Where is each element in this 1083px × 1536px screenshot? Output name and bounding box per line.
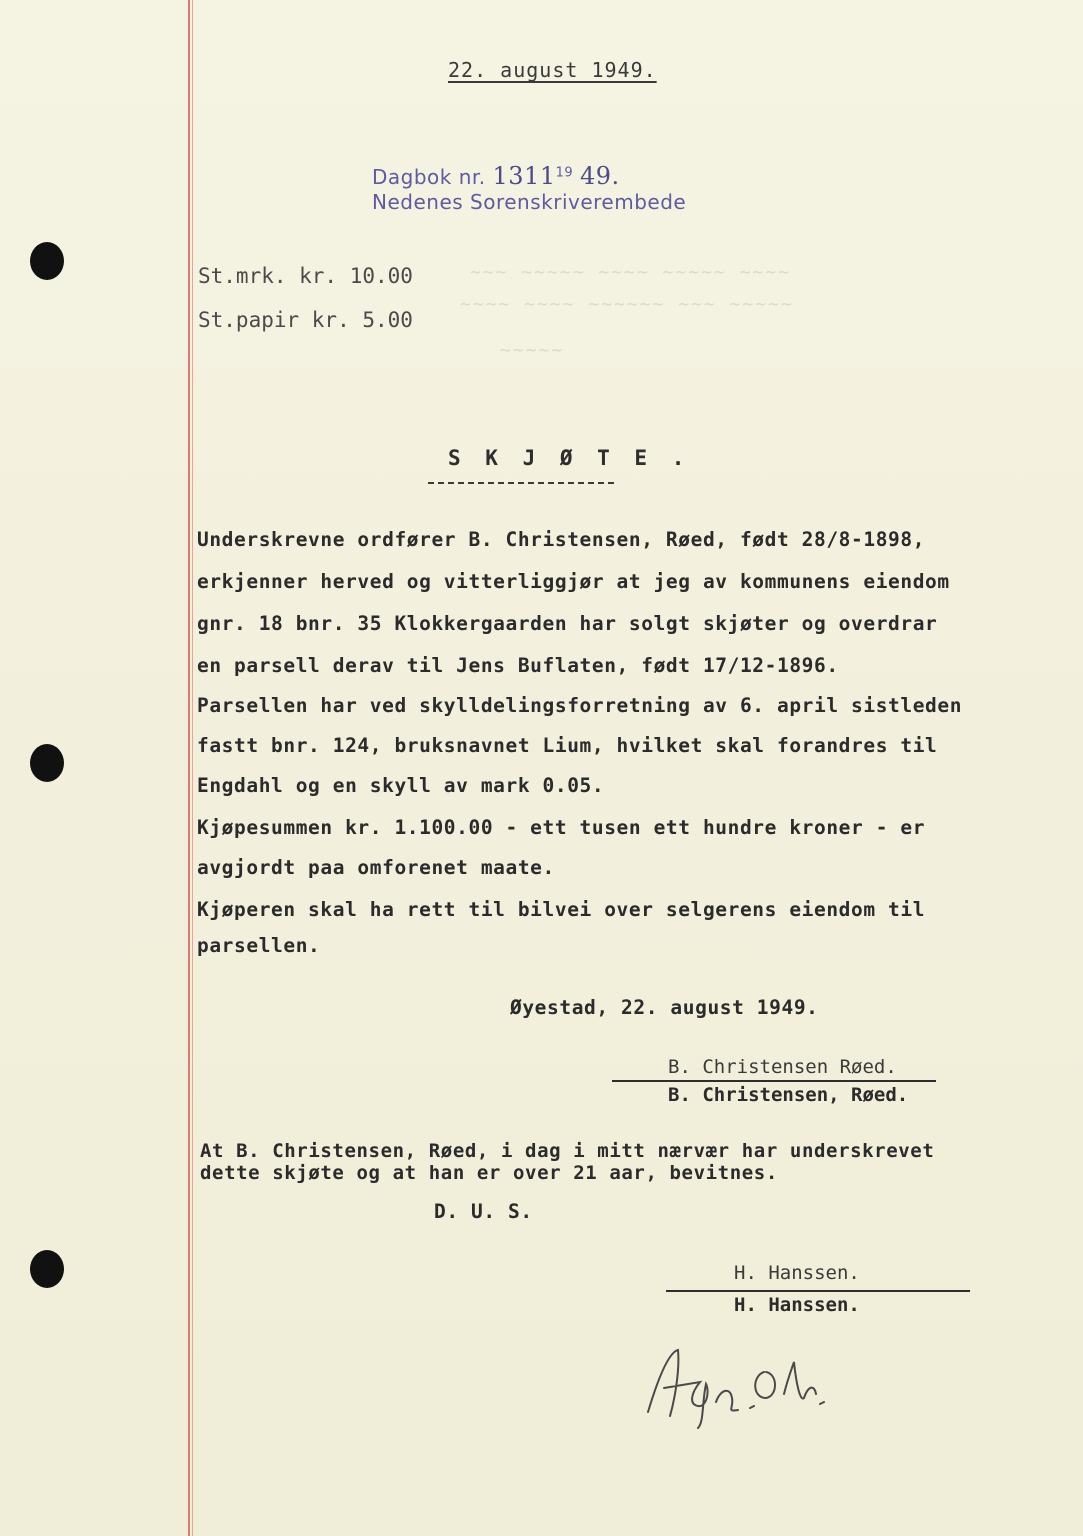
registry-stamp-line2: Nedenes Sorenskriverembede bbox=[372, 190, 687, 214]
body-line: parsellen. bbox=[197, 934, 321, 957]
stamp-year: 49. bbox=[580, 162, 620, 190]
body-line: Parsellen har ved skylldelingsforretning av 6. april sistleden bbox=[197, 694, 963, 717]
stamp-century: 19 bbox=[555, 165, 574, 181]
margin-line bbox=[188, 0, 190, 1536]
stamp-number: 1311 bbox=[492, 162, 556, 190]
signature-rule bbox=[666, 1290, 970, 1292]
document-title: S K J Ø T E . bbox=[448, 446, 691, 470]
margin-line-shadow bbox=[192, 0, 193, 1536]
bleed-through-text: ~~~~~ bbox=[500, 340, 565, 361]
document-date: 22. august 1949. bbox=[448, 58, 657, 82]
handwritten-signature-icon bbox=[640, 1332, 840, 1432]
registrar-initials-mark bbox=[640, 1332, 840, 1436]
signature-seller-handwritten: B. Christensen Røed. bbox=[668, 1056, 897, 1078]
punch-hole-bottom bbox=[30, 1250, 64, 1288]
body-line: erkjenner herved og vitterliggjør at jeg av kommunens eiendom bbox=[197, 570, 950, 593]
body-line: en parsell derav til Jens Buflaten, født 17/12-1896. bbox=[197, 654, 839, 677]
place-and-date: Øyestad, 22. august 1949. bbox=[510, 996, 819, 1019]
bleed-through-text: ~~~~ ~~~~ ~~~~~~ ~~~ ~~~~~ bbox=[460, 294, 794, 315]
signature-witness-handwritten: H. Hanssen. bbox=[734, 1262, 860, 1284]
signature-seller-typed: B. Christensen, Røed. bbox=[668, 1084, 909, 1106]
dus-line: D. U. S. bbox=[434, 1200, 533, 1223]
witness-line: At B. Christensen, Røed, i dag i mitt nærvær har underskrevet bbox=[200, 1140, 935, 1162]
signature-rule bbox=[612, 1080, 936, 1082]
title-underline bbox=[428, 482, 614, 484]
body-line: Kjøpesummen kr. 1.100.00 - ett tusen ett hundre kroner - er bbox=[197, 816, 926, 839]
signature-witness-typed: H. Hanssen. bbox=[734, 1294, 860, 1316]
stamp-label: Dagbok nr. bbox=[372, 165, 486, 189]
punch-hole-middle bbox=[30, 744, 64, 782]
registry-stamp-line1 bbox=[372, 162, 620, 190]
body-line: avgjordt paa omforenet maate. bbox=[197, 856, 555, 879]
bleed-through-text: ~~~ ~~~~~ ~~~~ ~~~~~ ~~~~ bbox=[470, 262, 791, 283]
body-line: gnr. 18 bnr. 35 Klokkergaarden har solgt skjøter og overdrar bbox=[197, 612, 938, 635]
body-line: Kjøperen skal ha rett til bilvei over selgerens eiendom til bbox=[197, 898, 926, 921]
body-line: Underskrevne ordfører B. Christensen, Røed, født 28/8-1898, bbox=[197, 528, 926, 551]
witness-line: dette skjøte og at han er over 21 aar, bevitnes. bbox=[200, 1162, 778, 1184]
fee-stamp-line: St.mrk. kr. 10.00 bbox=[198, 264, 413, 288]
punch-hole-top bbox=[30, 242, 64, 280]
fee-paper-line: St.papir kr. 5.00 bbox=[198, 308, 413, 332]
body-line: fastt bnr. 124, bruksnavnet Lium, hvilket skal forandres til bbox=[197, 734, 938, 757]
body-line: Engdahl og en skyll av mark 0.05. bbox=[197, 774, 605, 797]
